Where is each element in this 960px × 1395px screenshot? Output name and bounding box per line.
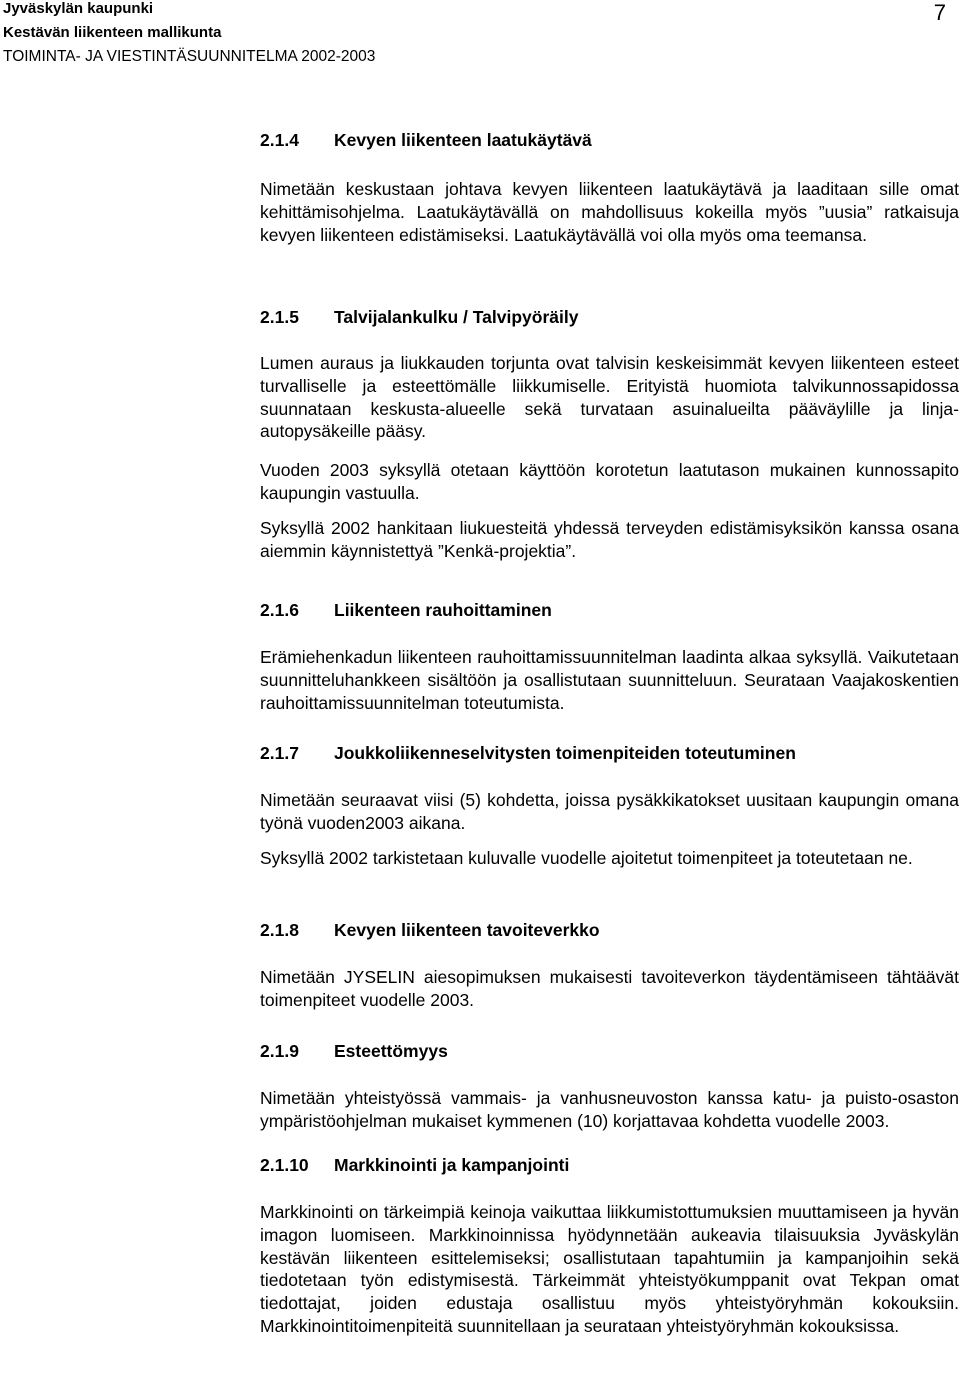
section-heading	[260, 742, 796, 764]
section-heading	[260, 306, 578, 328]
section-title: Markkinointi ja kampanjointi	[334, 1155, 570, 1175]
paragraph: Erämiehenkadun liikenteen rauhoittamissuunnitelman laadinta alkaa syksyllä. Vaikutetaan suunnitteluhankkeen sisältöön ja osallistutaan suunnitteluun. Seurataan Vaajakoskentien rauhoittamissuunnitelman toteutumista.	[260, 647, 959, 713]
section-number: 2.1.8	[260, 920, 299, 940]
section-number: 2.1.5	[260, 307, 299, 327]
header-model: Kestävän liikenteen mallikunta	[3, 24, 222, 41]
section-number: 2.1.9	[260, 1041, 299, 1061]
section-heading	[260, 1040, 448, 1062]
paragraph: Nimetään keskustaan johtava kevyen liikenteen laatukäytävä ja laaditaan sille omat kehittämisohjelma. Laatukäytävällä on mahdollisuus kokeilla myös ”uusia” ratkaisuja kevyen liikenteen edistämiseksi. Laatukäytävällä voi olla myös oma teemansa.	[260, 179, 959, 245]
paragraph: Syksyllä 2002 hankitaan liukuesteitä yhdessä terveyden edistämisyksikön kanssa osana aiemmin käynnistettyä ”Kenkä-projektia”.	[260, 518, 959, 561]
section-number: 2.1.6	[260, 600, 299, 620]
section-title: Esteettömyys	[334, 1041, 448, 1061]
paragraph: Nimetään JYSELIN aiesopimuksen mukaisesti tavoiteverkon täydentämiseen tähtäävät toimenpiteet vuodelle 2003.	[260, 967, 959, 1010]
section-heading	[260, 129, 592, 151]
section-number: 2.1.4	[260, 130, 299, 150]
section-title: Liikenteen rauhoittaminen	[334, 600, 552, 620]
paragraph: Nimetään yhteistyössä vammais- ja vanhusneuvoston kanssa katu- ja puisto-osaston ympäristöohjelman mukaiset kymmenen (10) korjattavaa kohdetta vuodelle 2003.	[260, 1088, 959, 1131]
section-title: Kevyen liikenteen tavoiteverkko	[334, 920, 600, 940]
section-number: 2.1.7	[260, 743, 299, 763]
section-number: 2.1.10	[260, 1155, 309, 1175]
section-title: Talvijalankulku / Talvipyöräily	[334, 307, 579, 327]
section-heading	[260, 919, 600, 941]
section-heading	[260, 599, 552, 621]
page-number: 7	[933, 0, 946, 25]
section-title: Joukkoliikenneselvitysten toimenpiteiden toteutuminen	[334, 743, 796, 763]
paragraph: Syksyllä 2002 tarkistetaan kuluvalle vuodelle ajoitetut toimenpiteet ja toteutetaan ne.	[260, 848, 913, 868]
paragraph: Lumen auraus ja liukkauden torjunta ovat talvisin keskeisimmät kevyen liikenteen esteet turvalliselle ja esteettömälle liikkumiselle. Erityistä huomiota talvikunnossapidossa suunnataan keskusta-alueelle sekä turvataan asuinalueilta pääväylille ja linja-autopysäkeille pääsy.	[260, 353, 959, 442]
section-title: Kevyen liikenteen laatukäytävä	[334, 130, 592, 150]
paragraph: Markkinointi on tärkeimpiä keinoja vaikuttaa liikkumistottumuksien muuttamiseen ja hyvän imagon luomiseen. Markkinoinnissa hyödynnetään aukeavia tilaisuuksia Jyväskylän kestävän liikenteen esittelemiseksi; osallistutaan tapahtumiin ja kampanjoihin sekä tiedotetaan työn edistymisestä. Tärkeimmät yhteistyökumppanit ovat Tekpan omat tiedottajat, joiden edustaja osallistuu myös yhteistyöryhmän kokouksiin. Markkinointitoimenpiteitä suunnitellaan ja seurataan yhteistyöryhmän kokouksissa.	[260, 1202, 959, 1336]
header-city: Jyväskylän kaupunki	[3, 0, 154, 17]
header-plan-title: TOIMINTA- JA VIESTINTÄSUUNNITELMA 2002-2003	[3, 48, 376, 65]
paragraph: Nimetään seuraavat viisi (5) kohdetta, joissa pysäkkikatokset uusitaan kaupungin omana työnä vuoden2003 aikana.	[260, 790, 959, 833]
section-heading	[260, 1154, 569, 1176]
paragraph: Vuoden 2003 syksyllä otetaan käyttöön korotetun laatutason mukainen kunnossapito kaupungin vastuulla.	[260, 460, 959, 503]
